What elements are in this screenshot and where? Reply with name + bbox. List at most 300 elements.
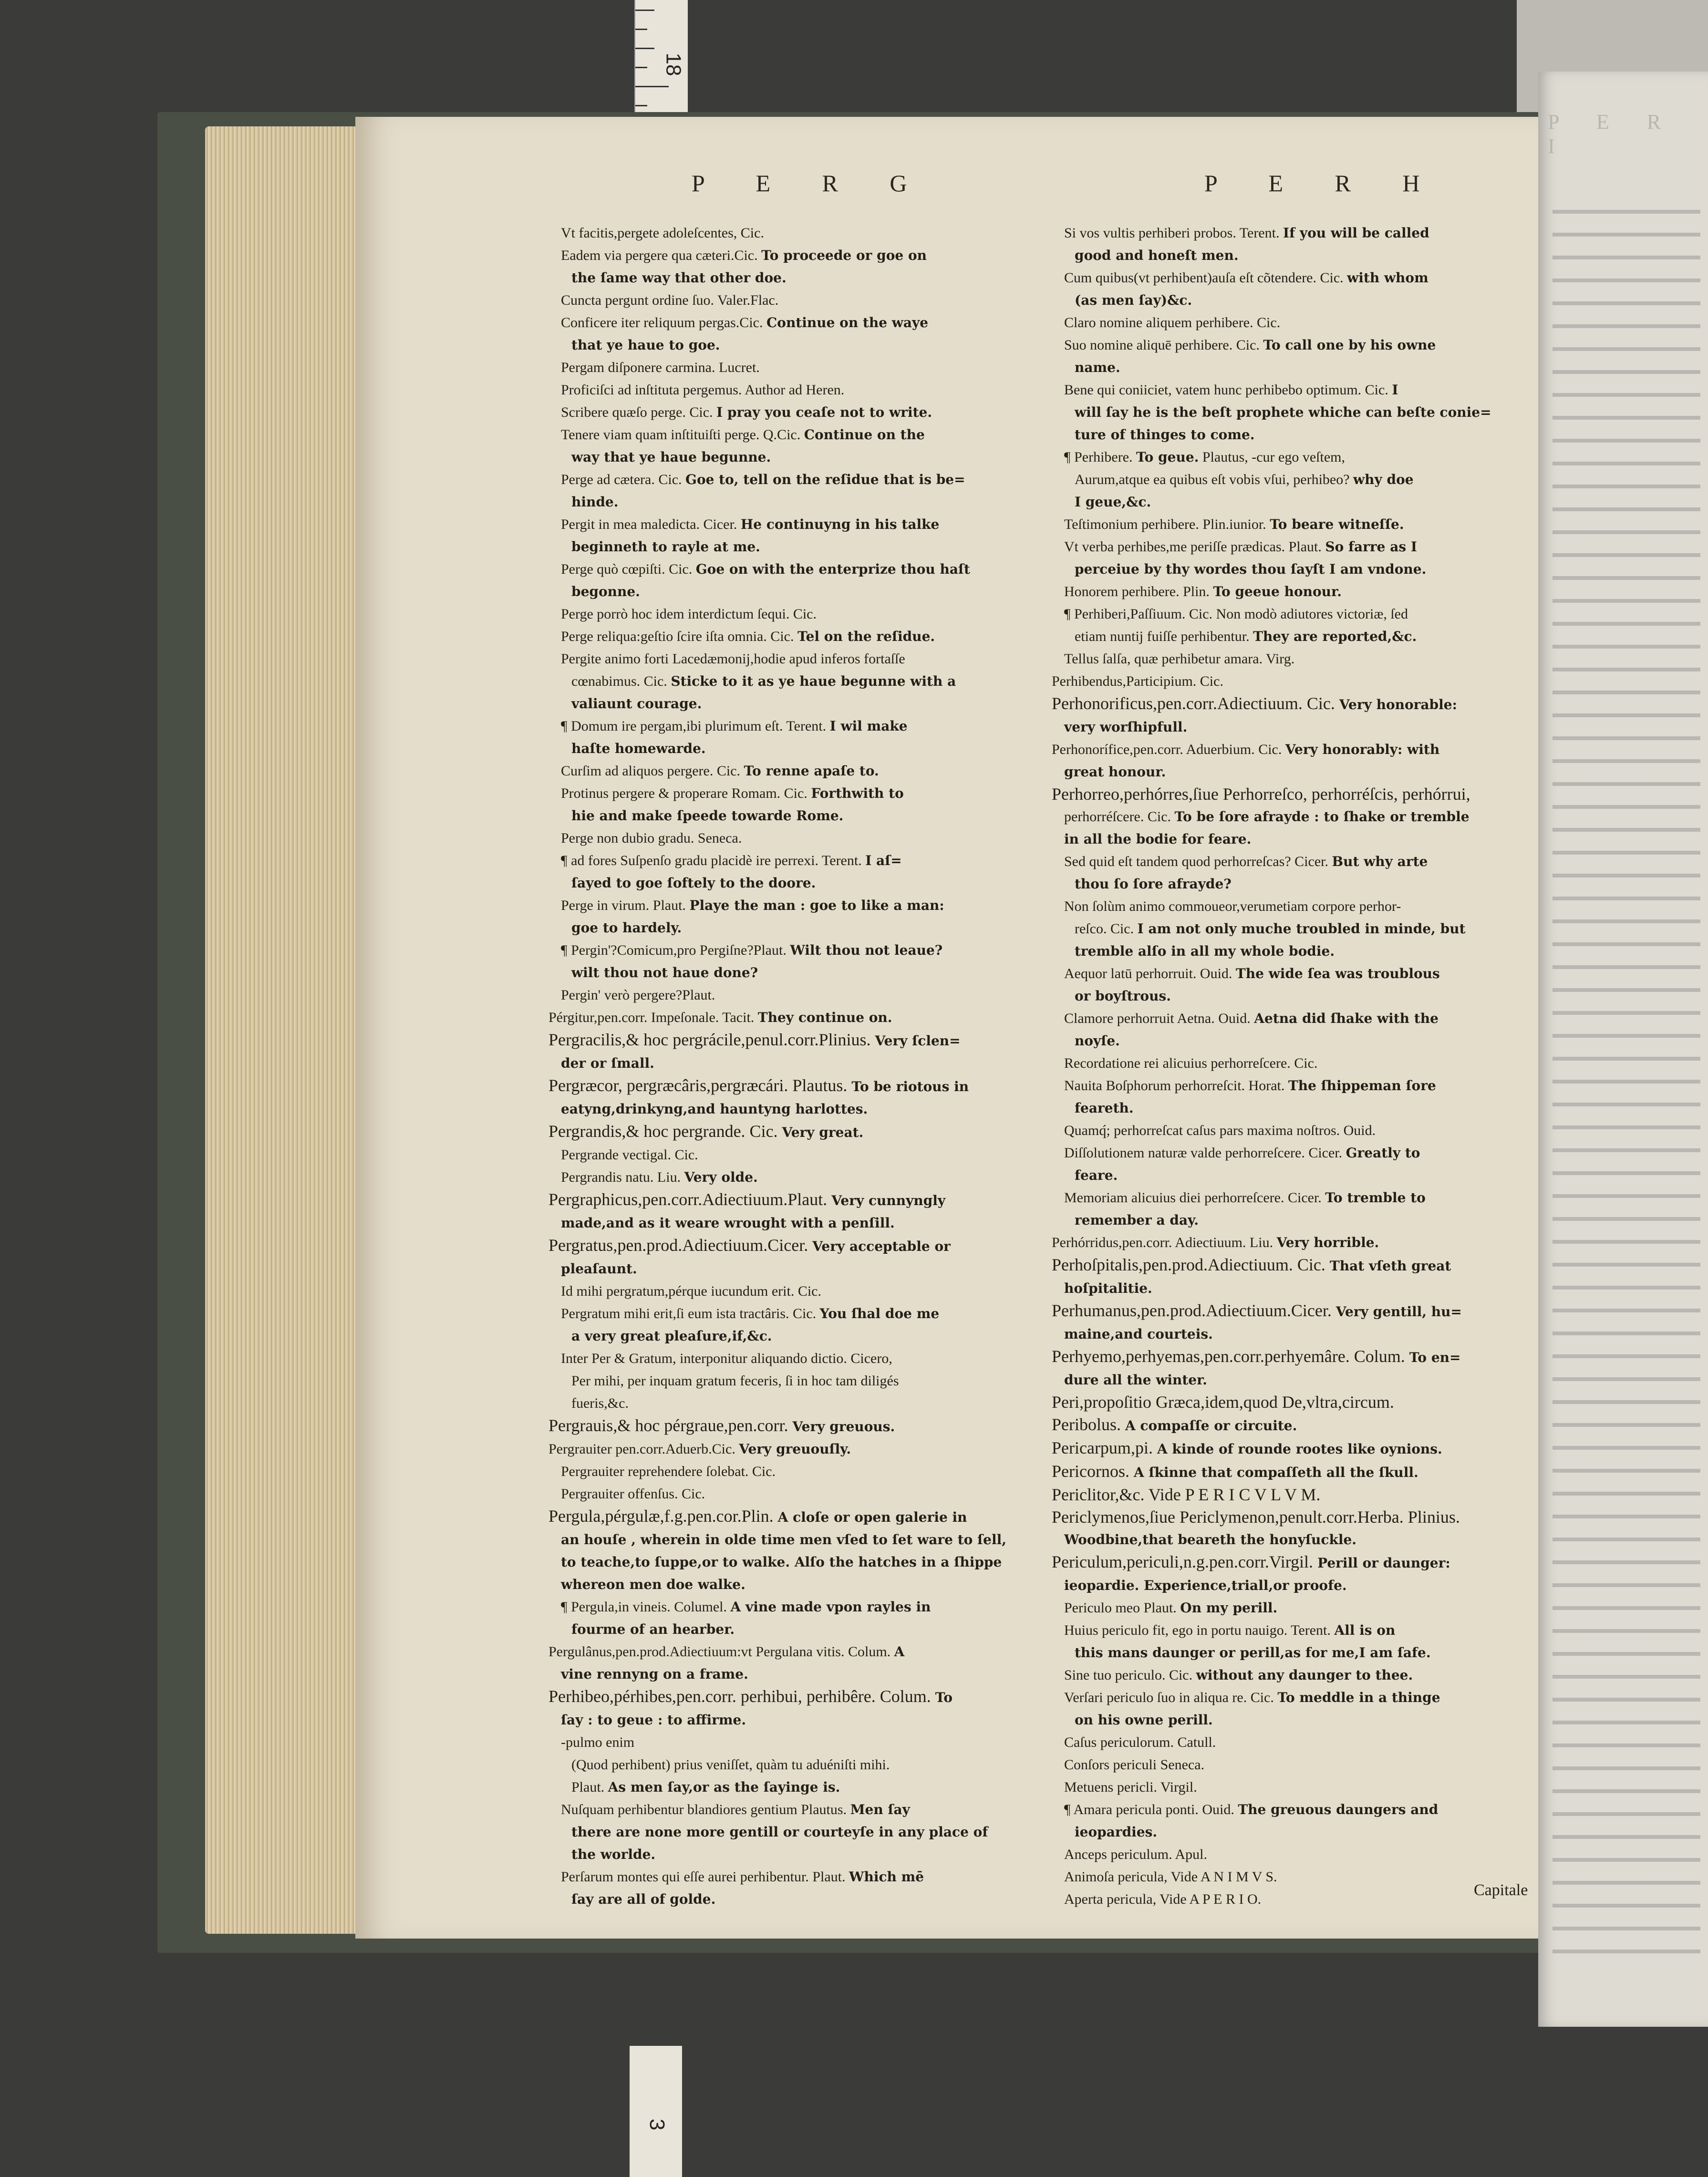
english-gloss: fourme of an hearber. <box>571 1621 735 1637</box>
page-edges <box>205 126 358 1934</box>
dictionary-line <box>549 1573 1045 1596</box>
latin-text: cœnabimus. Cic. <box>571 673 667 689</box>
latin-text: ¶ Domum ire pergam,ibi plurimum eſt. Terent. <box>561 718 827 734</box>
dictionary-headword-line <box>1052 783 1538 805</box>
right-page-text-lines <box>1553 196 1700 1960</box>
english-gloss: this mans daunger or perill,as for me,I am ſafe. <box>1075 1645 1431 1661</box>
english-gloss: They continue on. <box>757 1010 892 1025</box>
dictionary-line <box>549 1302 1045 1325</box>
latin-text: Inter Per & Gratum, interponitur aliquando dictio. Cicero, <box>561 1351 892 1366</box>
dictionary-line <box>549 1258 1045 1280</box>
english-gloss: maine,and courteis. <box>1064 1326 1213 1342</box>
dictionary-line <box>549 1438 1045 1460</box>
latin-text: Perhorreo,perhórres,ſiue Perhorreſco, perhorréſcis, perhórrui, <box>1052 784 1470 804</box>
english-gloss: He continuyng in his talke <box>740 516 940 532</box>
english-gloss: To geue. <box>1136 449 1199 465</box>
dictionary-headword-line <box>549 1505 1045 1528</box>
dictionary-line <box>549 244 1045 267</box>
english-gloss: To renne apaſe to. <box>744 763 879 779</box>
catchword: Capitale <box>1474 1881 1528 1899</box>
dictionary-headword-line <box>1052 1460 1538 1484</box>
english-gloss: I <box>1392 382 1398 398</box>
english-gloss: Very gentill, hu= <box>1335 1304 1462 1320</box>
english-gloss: To be riotous in <box>851 1079 969 1094</box>
dictionary-line <box>549 1754 1045 1776</box>
dictionary-line <box>1052 1888 1538 1910</box>
english-gloss: ſay : to geue : to affirme. <box>561 1712 746 1728</box>
dictionary-line <box>549 1144 1045 1166</box>
english-gloss: As men ſay,or as the ſayinge is. <box>608 1779 840 1795</box>
latin-text: Pergrande vectigal. Cic. <box>561 1147 698 1163</box>
latin-text: Pergraphicus,pen.corr.Adiectiuum.Plaut. <box>549 1190 828 1209</box>
latin-text: Cum quibus(vt perhibent)auſa eſt cõtendere. Cic. <box>1064 270 1344 286</box>
latin-text: Quamq́; perhorreſcat caſus pars maxima noſtros. Ouid. <box>1064 1123 1376 1138</box>
dictionary-line <box>549 984 1045 1006</box>
english-gloss: goe to hardely. <box>571 920 682 936</box>
latin-text: Pergratum mihi erit,ſi eum ista tractâris. Cic. <box>561 1306 817 1321</box>
dictionary-line <box>1052 1074 1538 1097</box>
dictionary-line <box>549 558 1045 580</box>
english-gloss: Very acceptable or <box>812 1238 951 1254</box>
dictionary-line <box>549 1888 1045 1910</box>
english-gloss: with whom <box>1347 270 1429 286</box>
dictionary-headword-line <box>549 1074 1045 1098</box>
english-gloss: Very horrible. <box>1276 1235 1379 1250</box>
latin-text: Cuncta pergunt ordine ſuo. Valer.Flac. <box>561 292 779 308</box>
latin-text: Perhibeo,pérhibes,pen.corr. perhibui, perhibêre. Colum. <box>549 1687 931 1706</box>
dictionary-line <box>1052 311 1538 334</box>
english-gloss: good and honeſt men. <box>1075 248 1239 263</box>
english-gloss: Perill or daunger: <box>1317 1555 1450 1571</box>
dictionary-line <box>549 491 1045 513</box>
dictionary-headword-line <box>549 1029 1045 1052</box>
dictionary-line <box>549 1098 1045 1120</box>
latin-text: Conſors periculi Seneca. <box>1064 1757 1205 1773</box>
english-gloss: ſay are all of golde. <box>571 1891 716 1907</box>
ruler-top <box>634 0 688 119</box>
dictionary-line <box>1052 940 1538 962</box>
latin-text: Perge porrò hoc idem interdictum ſequi. Cic. <box>561 606 817 622</box>
dictionary-line <box>1052 1619 1538 1641</box>
latin-text: Pericornos. <box>1052 1462 1129 1481</box>
dictionary-line <box>1052 962 1538 985</box>
english-gloss: A <box>894 1644 905 1660</box>
latin-text: Bene qui coniiciet, vatem hunc perhibebo optimum. Cic. <box>1064 382 1388 398</box>
english-gloss: Men ſay <box>850 1802 910 1817</box>
latin-text: Periculum,periculi,n.g.pen.corr.Virgil. <box>1052 1552 1314 1571</box>
latin-text: Perhoſpitalis,pen.prod.Adiectiuum. Cic. <box>1052 1255 1325 1274</box>
dictionary-line <box>549 536 1045 558</box>
english-gloss: You ſhal doe me <box>819 1306 940 1321</box>
dictionary-headword-line <box>1052 692 1538 716</box>
english-gloss: All is on <box>1334 1622 1396 1638</box>
english-gloss: on his owne perill. <box>1075 1712 1213 1728</box>
dictionary-line <box>1052 1574 1538 1597</box>
dictionary-line <box>549 1798 1045 1821</box>
dictionary-line <box>1052 1821 1538 1843</box>
english-gloss: valiaunt courage. <box>571 696 702 712</box>
dictionary-headword-line <box>1052 1300 1538 1323</box>
latin-text: Pergrandis,& hoc pergrande. Cic. <box>549 1122 778 1141</box>
latin-text: Sed quid eſt tandem quod perhorreſcas? Cicer. <box>1064 854 1328 869</box>
latin-text: Clamore perhorruit Aetna. Ouid. <box>1064 1011 1251 1026</box>
dictionary-line <box>1052 244 1538 267</box>
english-gloss: To meddle in a thinge <box>1277 1690 1440 1705</box>
english-gloss: To beare witneſſe. <box>1270 516 1404 532</box>
latin-text: Recordatione rei alicuius perhorreſcere. Cic. <box>1064 1055 1318 1071</box>
dictionary-line <box>549 1052 1045 1074</box>
latin-text: Perhyemo,perhyemas,pen.corr.perhyemâre. Colum. <box>1052 1347 1405 1366</box>
dictionary-line <box>549 961 1045 984</box>
dictionary-line <box>1052 1528 1538 1551</box>
english-gloss: If you will be called <box>1283 225 1429 241</box>
english-gloss: without any daunger to thee. <box>1196 1667 1413 1683</box>
latin-text: Pergræcor, pergræcâris,pergræcári. Plautus. <box>549 1076 848 1095</box>
dictionary-line <box>549 222 1045 244</box>
dictionary-line <box>1052 1209 1538 1231</box>
dictionary-line <box>1052 1597 1538 1619</box>
english-gloss: That vſeth great <box>1329 1258 1451 1274</box>
dictionary-line <box>549 401 1045 423</box>
latin-text: Per mihi, per inquam gratum feceris, ſi in hoc tam diligés <box>571 1373 899 1389</box>
english-gloss: Tel on the reſidue. <box>797 629 935 644</box>
dictionary-line <box>1052 648 1538 670</box>
english-gloss: perceiue by thy wordes thou ſayſt I am vndone. <box>1075 561 1427 577</box>
left-running-head: P E R G <box>692 170 930 196</box>
english-gloss: They are reported,&c. <box>1253 629 1417 644</box>
latin-text: etiam nuntij fuiſſe perhibentur. <box>1075 629 1250 644</box>
right-page-header: P E R I <box>1548 110 1677 158</box>
english-gloss: der or ſmall. <box>561 1055 654 1071</box>
dictionary-line <box>549 334 1045 356</box>
latin-text: perhorréſcere. Cic. <box>1064 809 1171 825</box>
dictionary-headword-line <box>1052 1437 1538 1460</box>
dictionary-line <box>1052 491 1538 513</box>
english-gloss: Very greuouſly. <box>739 1441 851 1457</box>
dictionary-line <box>549 827 1045 849</box>
english-gloss: ieopardies. <box>1075 1824 1158 1840</box>
dictionary-line <box>549 580 1045 603</box>
dictionary-line <box>1052 1052 1538 1074</box>
latin-text: Pergrauiter pen.corr.Aduerb.Cic. <box>549 1441 735 1457</box>
english-gloss: the ſame way that other doe. <box>571 270 787 286</box>
dictionary-line <box>1052 356 1538 379</box>
english-gloss: feareth. <box>1075 1100 1134 1116</box>
dictionary-line <box>549 782 1045 805</box>
dictionary-headword-line <box>549 1685 1045 1709</box>
english-gloss: A compaſſe or circuite. <box>1125 1418 1297 1434</box>
english-gloss: wilt thou not haue done? <box>571 965 758 980</box>
latin-text: Nuſquam perhibentur blandiores gentium Plautus. <box>561 1802 847 1817</box>
latin-text: ¶ Perhiberi,Paſſiuum. Cic. Non modò adiutores victoriæ, ſed <box>1064 606 1408 622</box>
dictionary-line <box>549 267 1045 289</box>
latin-text: Si vos vultis perhiberi probos. Terent. <box>1064 225 1280 241</box>
english-gloss: So farre as I <box>1325 539 1417 555</box>
dictionary-line <box>549 356 1045 379</box>
english-gloss: Very olde. <box>684 1169 758 1185</box>
latin-text: Aequor latū perhorruit. Ouid. <box>1064 966 1232 981</box>
english-gloss: Very ſclen= <box>875 1033 961 1049</box>
english-gloss: Very honorable: <box>1339 697 1457 712</box>
latin-text: Pergula,pérgulæ,f.g.pen.cor.Plin. <box>549 1506 774 1526</box>
dictionary-line <box>549 289 1045 311</box>
dictionary-line <box>549 379 1045 401</box>
ruler-bottom-number: 3 <box>645 2118 669 2131</box>
dictionary-line <box>549 603 1045 625</box>
latin-text: Non ſolùm animo commoueor,verumetiam corpore perhor- <box>1064 898 1401 914</box>
english-gloss: Which mē <box>849 1869 924 1885</box>
dictionary-line <box>549 1280 1045 1302</box>
latin-text: Perge ad cætera. Cic. <box>561 472 682 487</box>
english-gloss: But why arte <box>1332 854 1428 869</box>
latin-text: Tellus ſalſa, quæ perhibetur amara. Virg. <box>1064 651 1295 667</box>
english-gloss: Very great. <box>782 1125 864 1140</box>
dictionary-line <box>549 513 1045 536</box>
dictionary-line <box>1052 1323 1538 1345</box>
right-column <box>1052 222 1538 1910</box>
dictionary-line <box>1052 1709 1538 1731</box>
latin-text: Anceps periculum. Apul. <box>1064 1847 1207 1862</box>
english-gloss: remember a day. <box>1075 1212 1199 1228</box>
latin-text: Peri,propoſitio Græca,idem,quod De,vltra,circum. <box>1052 1393 1394 1412</box>
dictionary-line <box>1052 334 1538 356</box>
dictionary-line <box>549 805 1045 827</box>
dictionary-line <box>1052 805 1538 828</box>
english-gloss: eatyng,drinkyng,and hauntyng harlottes. <box>561 1101 868 1117</box>
dictionary-line <box>1052 625 1538 648</box>
latin-text: Pergrandis natu. Liu. <box>561 1169 681 1185</box>
dictionary-line <box>1052 1641 1538 1664</box>
english-gloss: (as men ſay)&c. <box>1075 292 1192 308</box>
english-gloss: The ſhippeman ſore <box>1288 1078 1436 1094</box>
english-gloss: great honour. <box>1064 764 1166 780</box>
dictionary-line <box>1052 401 1538 423</box>
latin-text: Perhórridus,pen.corr. Adiectiuum. Liu. <box>1052 1235 1273 1250</box>
dictionary-line <box>549 1596 1045 1618</box>
english-gloss: Very greuous. <box>792 1419 895 1434</box>
english-gloss: haſte homewarde. <box>571 741 706 756</box>
english-gloss: Continue on the waye <box>766 315 929 330</box>
dictionary-line <box>1052 267 1538 289</box>
english-gloss: The wide ſea was troublous <box>1235 966 1440 981</box>
dictionary-line <box>549 1370 1045 1392</box>
english-gloss: thou ſo ſore afrayde? <box>1075 876 1232 892</box>
latin-text: Proficiſci ad inſtituta pergemus. Author ad Heren. <box>561 382 845 398</box>
english-gloss: an houſe , wherein in olde time men vſed to ſet ware to ſell, <box>561 1532 1006 1548</box>
dictionary-line <box>1052 289 1538 311</box>
dictionary-line <box>1052 716 1538 738</box>
english-gloss: Goe to, tell on the reſidue that is be= <box>685 472 965 487</box>
dictionary-line <box>1052 1142 1538 1164</box>
english-gloss: Very honorably: with <box>1285 742 1440 757</box>
dictionary-line <box>549 446 1045 468</box>
dictionary-line <box>1052 1798 1538 1821</box>
latin-text: Perge reliqua:geſtio ſcire iſta omnia. Cic. <box>561 629 794 644</box>
dictionary-line <box>1052 558 1538 580</box>
dictionary-line <box>549 1483 1045 1505</box>
latin-text: ¶ Pergin'?Comicum,pro Pergiſne?Plaut. <box>561 942 787 958</box>
english-gloss: ture of thinges to come. <box>1075 427 1255 443</box>
dictionary-headword-line <box>1052 1414 1538 1437</box>
latin-text: Perhonorífice,pen.corr. Aduerbium. Cic. <box>1052 742 1282 757</box>
dictionary-line <box>1052 513 1538 536</box>
latin-text: ¶ Pergula,in vineis. Columel. <box>561 1599 727 1615</box>
english-gloss: tremble alſo in all my whole bodie. <box>1075 943 1335 959</box>
english-gloss: the worlde. <box>571 1847 656 1862</box>
english-gloss: To geeue honour. <box>1213 584 1342 599</box>
english-gloss: Forthwith to <box>811 785 904 801</box>
dictionary-line <box>1052 828 1538 850</box>
dictionary-headword-line <box>549 1414 1045 1438</box>
dictionary-line <box>1052 379 1538 401</box>
latin-text: Diſſolutionem naturæ valde perhorreſcere. Cicer. <box>1064 1145 1343 1161</box>
latin-text: Perſarum montes qui eſſe aurei perhibentur. Plaut. <box>561 1869 846 1885</box>
dictionary-line <box>549 1325 1045 1347</box>
dictionary-line <box>1052 985 1538 1007</box>
latin-text: Id mihi pergratum,pérque iucundum erit. Cic. <box>561 1283 821 1299</box>
english-gloss: I aſ= <box>865 853 902 868</box>
latin-text: Conficere iter reliquum pergas.Cic. <box>561 315 763 330</box>
dictionary-headword-line <box>549 1188 1045 1212</box>
dictionary-line <box>549 1528 1045 1551</box>
dictionary-line <box>1052 918 1538 940</box>
english-gloss: I wil make <box>829 718 908 734</box>
english-gloss: beginneth to rayle at me. <box>571 539 760 555</box>
latin-text: Perge non dubio gradu. Seneca. <box>561 830 742 846</box>
latin-text: Plaut. <box>571 1779 605 1795</box>
dictionary-line <box>549 625 1045 648</box>
english-gloss: noyſe. <box>1075 1033 1120 1049</box>
english-gloss: The greuous daungers and <box>1238 1802 1439 1817</box>
latin-text: Pergrauiter reprehendere ſolebat. Cic. <box>561 1464 776 1479</box>
latin-text: Scribere quæſo perge. Cic. <box>561 404 713 420</box>
latin-text: Perge in virum. Plaut. <box>561 898 686 913</box>
english-gloss: A cloſe or open galerie in <box>777 1509 967 1525</box>
latin-text: Claro nomine aliquem perhibere. Cic. <box>1064 315 1281 330</box>
dictionary-line <box>549 1166 1045 1188</box>
english-gloss: begonne. <box>571 584 640 599</box>
dictionary-line <box>549 1821 1045 1843</box>
dictionary-line <box>549 648 1045 670</box>
latin-text: Pergit in mea maledicta. Cicer. <box>561 516 737 532</box>
dictionary-line <box>1052 1007 1538 1030</box>
english-gloss: a very great pleaſure,if,&c. <box>571 1328 772 1344</box>
latin-text: Animoſa pericula, Vide A N I M V S. <box>1064 1869 1277 1885</box>
latin-text: Vt verba perhibes,me periſſe prædicas. Plaut. <box>1064 539 1322 555</box>
english-gloss: To <box>935 1690 953 1705</box>
dictionary-line <box>1052 580 1538 603</box>
english-gloss: way that ye haue begunne. <box>571 449 771 465</box>
english-gloss: On my perill. <box>1180 1600 1278 1616</box>
dictionary-headword-line <box>1052 1506 1538 1528</box>
latin-text: Periclitor,&c. Vide P E R I C V L V M. <box>1052 1485 1321 1504</box>
latin-text: ¶ ad fores Suſpenſo gradu placidè ire perrexi. Terent. <box>561 853 862 868</box>
english-gloss: to teache,to ſuppe,or to walke. Alſo the hatches in a ſhippe <box>561 1554 1002 1570</box>
dictionary-headword-line <box>1052 1484 1538 1506</box>
dictionary-line <box>1052 1664 1538 1686</box>
dictionary-line <box>1052 670 1538 692</box>
latin-text: Pergratus,pen.prod.Adiectiuum.Cicer. <box>549 1236 808 1255</box>
latin-text: Metuens pericli. Virgil. <box>1064 1779 1197 1795</box>
dictionary-line <box>549 1006 1045 1029</box>
dictionary-line <box>549 1618 1045 1640</box>
dictionary-line <box>1052 1843 1538 1866</box>
english-gloss: Greatly to <box>1346 1145 1420 1161</box>
dictionary-line <box>549 1640 1045 1663</box>
latin-text: Pergulânus,pen.prod.Adiectiuum:vt Pergulana vitis. Colum. <box>549 1644 891 1660</box>
dictionary-headword-line <box>1052 1391 1538 1414</box>
dictionary-line <box>549 849 1045 872</box>
dictionary-line <box>1052 1097 1538 1119</box>
latin-text: Sine tuo periculo. Cic. <box>1064 1667 1193 1683</box>
dictionary-line <box>1052 1119 1538 1142</box>
latin-text: Periculo meo Plaut. <box>1064 1600 1177 1616</box>
dictionary-line <box>1052 1776 1538 1798</box>
dictionary-line <box>549 692 1045 715</box>
latin-text: Verſari periculo ſuo in aliqua re. Cic. <box>1064 1690 1274 1705</box>
english-gloss: Sticke to it as ye haue begunne with a <box>671 673 956 689</box>
dictionary-line <box>1052 1686 1538 1709</box>
latin-text: Periclymenos,ſiue Periclymenon,penult.corr.Herba. Plinius. <box>1052 1507 1460 1527</box>
dictionary-line <box>1052 222 1538 244</box>
english-gloss: I geue,&c. <box>1075 494 1151 510</box>
dictionary-line <box>549 311 1045 334</box>
dictionary-headword-line <box>549 1120 1045 1144</box>
dictionary-headword-line <box>1052 1345 1538 1369</box>
dictionary-line <box>549 939 1045 961</box>
dictionary-line <box>549 1347 1045 1370</box>
latin-text: Huius periculo fit, ego in portu nauigo. Terent. <box>1064 1622 1331 1638</box>
latin-text: Eadem via pergere qua cæteri.Cic. <box>561 248 758 263</box>
dictionary-line <box>1052 1731 1538 1754</box>
latin-text: Peribolus. <box>1052 1415 1121 1434</box>
dictionary-line <box>549 1212 1045 1234</box>
dictionary-line <box>549 737 1045 760</box>
latin-text-continued: Plautus, -cur ego veſtem, <box>1202 449 1345 465</box>
english-gloss: Very cunnyngly <box>831 1193 946 1208</box>
dictionary-line <box>1052 423 1538 446</box>
latin-text: Perhumanus,pen.prod.Adiectiuum.Cicer. <box>1052 1301 1332 1320</box>
latin-text: Pergrauiter offenſus. Cic. <box>561 1486 705 1502</box>
latin-text: Aperta pericula, Vide A P E R I O. <box>1064 1891 1262 1907</box>
dictionary-line <box>1052 1231 1538 1254</box>
dictionary-line <box>1052 761 1538 783</box>
english-gloss: To call one by his owne <box>1263 337 1436 353</box>
english-gloss: made,and as it weare wrought with a penſill. <box>561 1215 895 1231</box>
dictionary-line <box>1052 536 1538 558</box>
english-gloss: I am not only muche troubled in minde, but <box>1137 921 1466 937</box>
english-gloss: that ye haue to goe. <box>571 337 720 353</box>
english-gloss: ſayed to goe ſoftely to the doore. <box>571 875 816 891</box>
dictionary-line <box>1052 1164 1538 1187</box>
latin-text: Perge quò cœpiſti. Cic. <box>561 561 693 577</box>
latin-text: Memoriam alicuius diei perhorreſcere. Cicer. <box>1064 1190 1322 1206</box>
dictionary-line <box>549 1776 1045 1798</box>
dictionary-line <box>1052 468 1538 491</box>
dictionary-line <box>549 1663 1045 1685</box>
ruler-top-number: 18 <box>662 52 685 76</box>
latin-text: Pergracilis,& hoc pergrácile,penul.corr.Plinius. <box>549 1030 871 1049</box>
english-gloss: A kinde of rounde rootes like oynions. <box>1157 1441 1442 1457</box>
latin-text: Perhibendus,Participium. Cic. <box>1052 673 1223 689</box>
latin-text: Pergam diſponere carmina. Lucret. <box>561 360 760 375</box>
dictionary-headword-line <box>1052 1551 1538 1574</box>
english-gloss: A vine made vpon rayles in <box>730 1599 931 1615</box>
english-gloss: or boyſtrous. <box>1075 988 1171 1004</box>
english-gloss: To tremble to <box>1325 1190 1426 1206</box>
english-gloss: Aetna did ſhake with the <box>1254 1011 1439 1026</box>
dictionary-line <box>1052 1030 1538 1052</box>
